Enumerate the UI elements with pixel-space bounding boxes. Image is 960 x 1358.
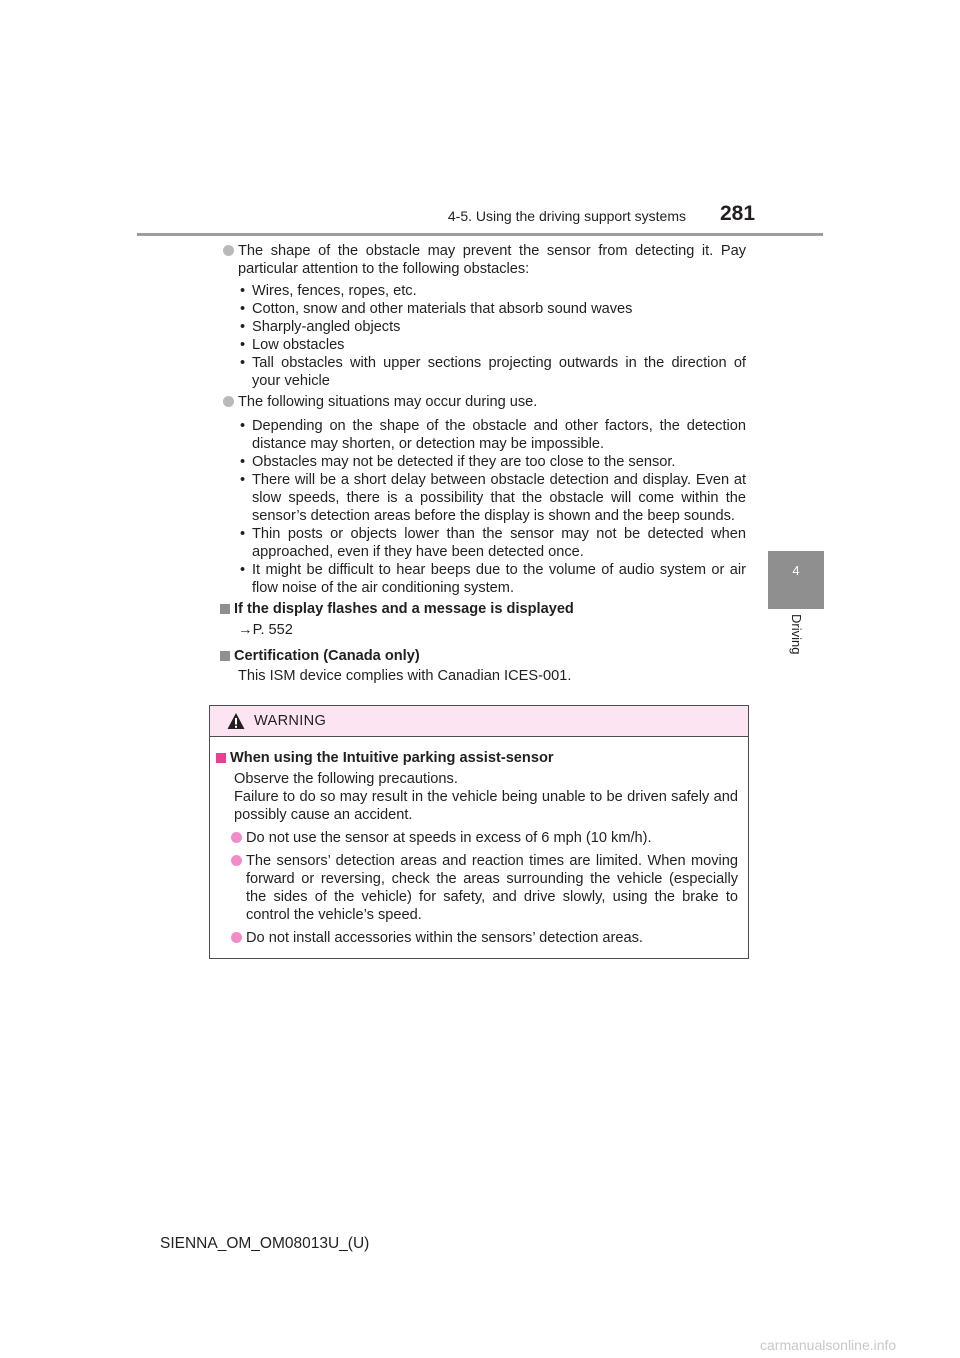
circle-bullet-icon <box>231 855 242 866</box>
page-number: 281 <box>720 202 756 225</box>
list-item: • Thin posts or objects lower than the sensor may not be detected when approached, even if they have been detected once. <box>240 526 746 560</box>
circle-bullet-icon <box>223 245 234 256</box>
item-text: The following situations may occur during use. <box>238 394 538 410</box>
list-item: • Obstacles may not be detected if they are too close to the sensor. <box>240 454 676 470</box>
page-reference: →P. 552 <box>238 622 293 638</box>
list-item <box>222 393 746 411</box>
section-heading: If the display flashes and a message is displayed <box>222 600 746 618</box>
dot-icon: • <box>240 337 246 353</box>
section-heading: Certification (Canada only) <box>222 647 746 665</box>
list-item: • Wires, fences, ropes, etc. <box>240 283 417 299</box>
dot-icon: • <box>240 472 246 488</box>
warning-title: WARNING <box>254 713 327 729</box>
certification-text: This ISM device complies with Canadian ICES-001. <box>238 668 572 684</box>
situation-list <box>222 417 746 597</box>
warning-box <box>209 705 749 959</box>
warning-heading: When using the Intuitive parking assist-sensor <box>218 749 738 767</box>
square-bullet-icon <box>216 753 226 763</box>
warning-intro: Failure to do so may result in the vehicle being unable to be driven safely and possibly cause an accident. <box>234 789 738 823</box>
document-code: SIENNA_OM_OM08013U_(U) <box>160 1235 370 1252</box>
list-item: • Cotton, snow and other materials that absorb sound waves <box>240 301 633 317</box>
warning-intro: Observe the following precautions. <box>234 771 458 787</box>
list-item: • It might be difficult to hear beeps due to the volume of audio system or air flow noise of the air conditioning system. <box>240 562 746 596</box>
circle-bullet-icon <box>231 932 242 943</box>
warning-triangle-icon <box>227 712 245 730</box>
chapter-number: 4 <box>792 563 800 578</box>
dot-icon: • <box>240 283 246 299</box>
circle-bullet-icon <box>223 396 234 407</box>
obstacle-list <box>222 282 746 390</box>
dot-icon: • <box>240 418 246 434</box>
dot-icon: • <box>240 526 246 542</box>
dot-icon: • <box>240 319 246 335</box>
list-item: Do not install accessories within the sensors’ detection areas. <box>230 929 738 947</box>
chapter-label: Driving <box>789 614 804 655</box>
list-item: • Tall obstacles with upper sections projecting outwards in the direction of your vehicle <box>240 355 746 389</box>
dot-icon: • <box>240 454 246 470</box>
circle-bullet-icon <box>231 832 242 843</box>
list-item: • Depending on the shape of the obstacle and other factors, the detection distance may shorten, or detection may be impossible. <box>240 418 746 452</box>
header-divider <box>137 233 823 236</box>
list-item: • Sharply-angled objects <box>240 319 401 335</box>
list-item <box>222 242 746 278</box>
dot-icon: • <box>240 562 246 578</box>
list-item: • There will be a short delay between obstacle detection and display. Even at slow speeds, there is a possibility that the obstacle will come within the sensor’s detection areas before the display is shown and the beep sounds. <box>240 472 746 524</box>
list-item: • Low obstacles <box>240 337 345 353</box>
warning-body <box>210 737 748 947</box>
section-title: 4-5. Using the driving support systems <box>447 208 686 224</box>
item-text: The shape of the obstacle may prevent the sensor from detecting it. Pay particular attention to the following obstacles: <box>238 243 746 277</box>
dot-icon: • <box>240 355 246 371</box>
list-item: The sensors’ detection areas and reaction times are limited. When moving forward or reversing, check the areas surrounding the vehicle (especially the sides of the vehicle) for safety, and drive slowly, using the brake to control the vehicle’s speed. <box>230 852 738 924</box>
page-body <box>222 242 746 685</box>
dot-icon: • <box>240 301 246 317</box>
watermark: carmanualsonline.info <box>760 1337 897 1353</box>
chapter-tab <box>768 551 824 609</box>
square-bullet-icon <box>220 604 230 614</box>
list-item: Do not use the sensor at speeds in excess of 6 mph (10 km/h). <box>230 829 738 847</box>
square-bullet-icon <box>220 651 230 661</box>
warning-header <box>210 706 748 737</box>
